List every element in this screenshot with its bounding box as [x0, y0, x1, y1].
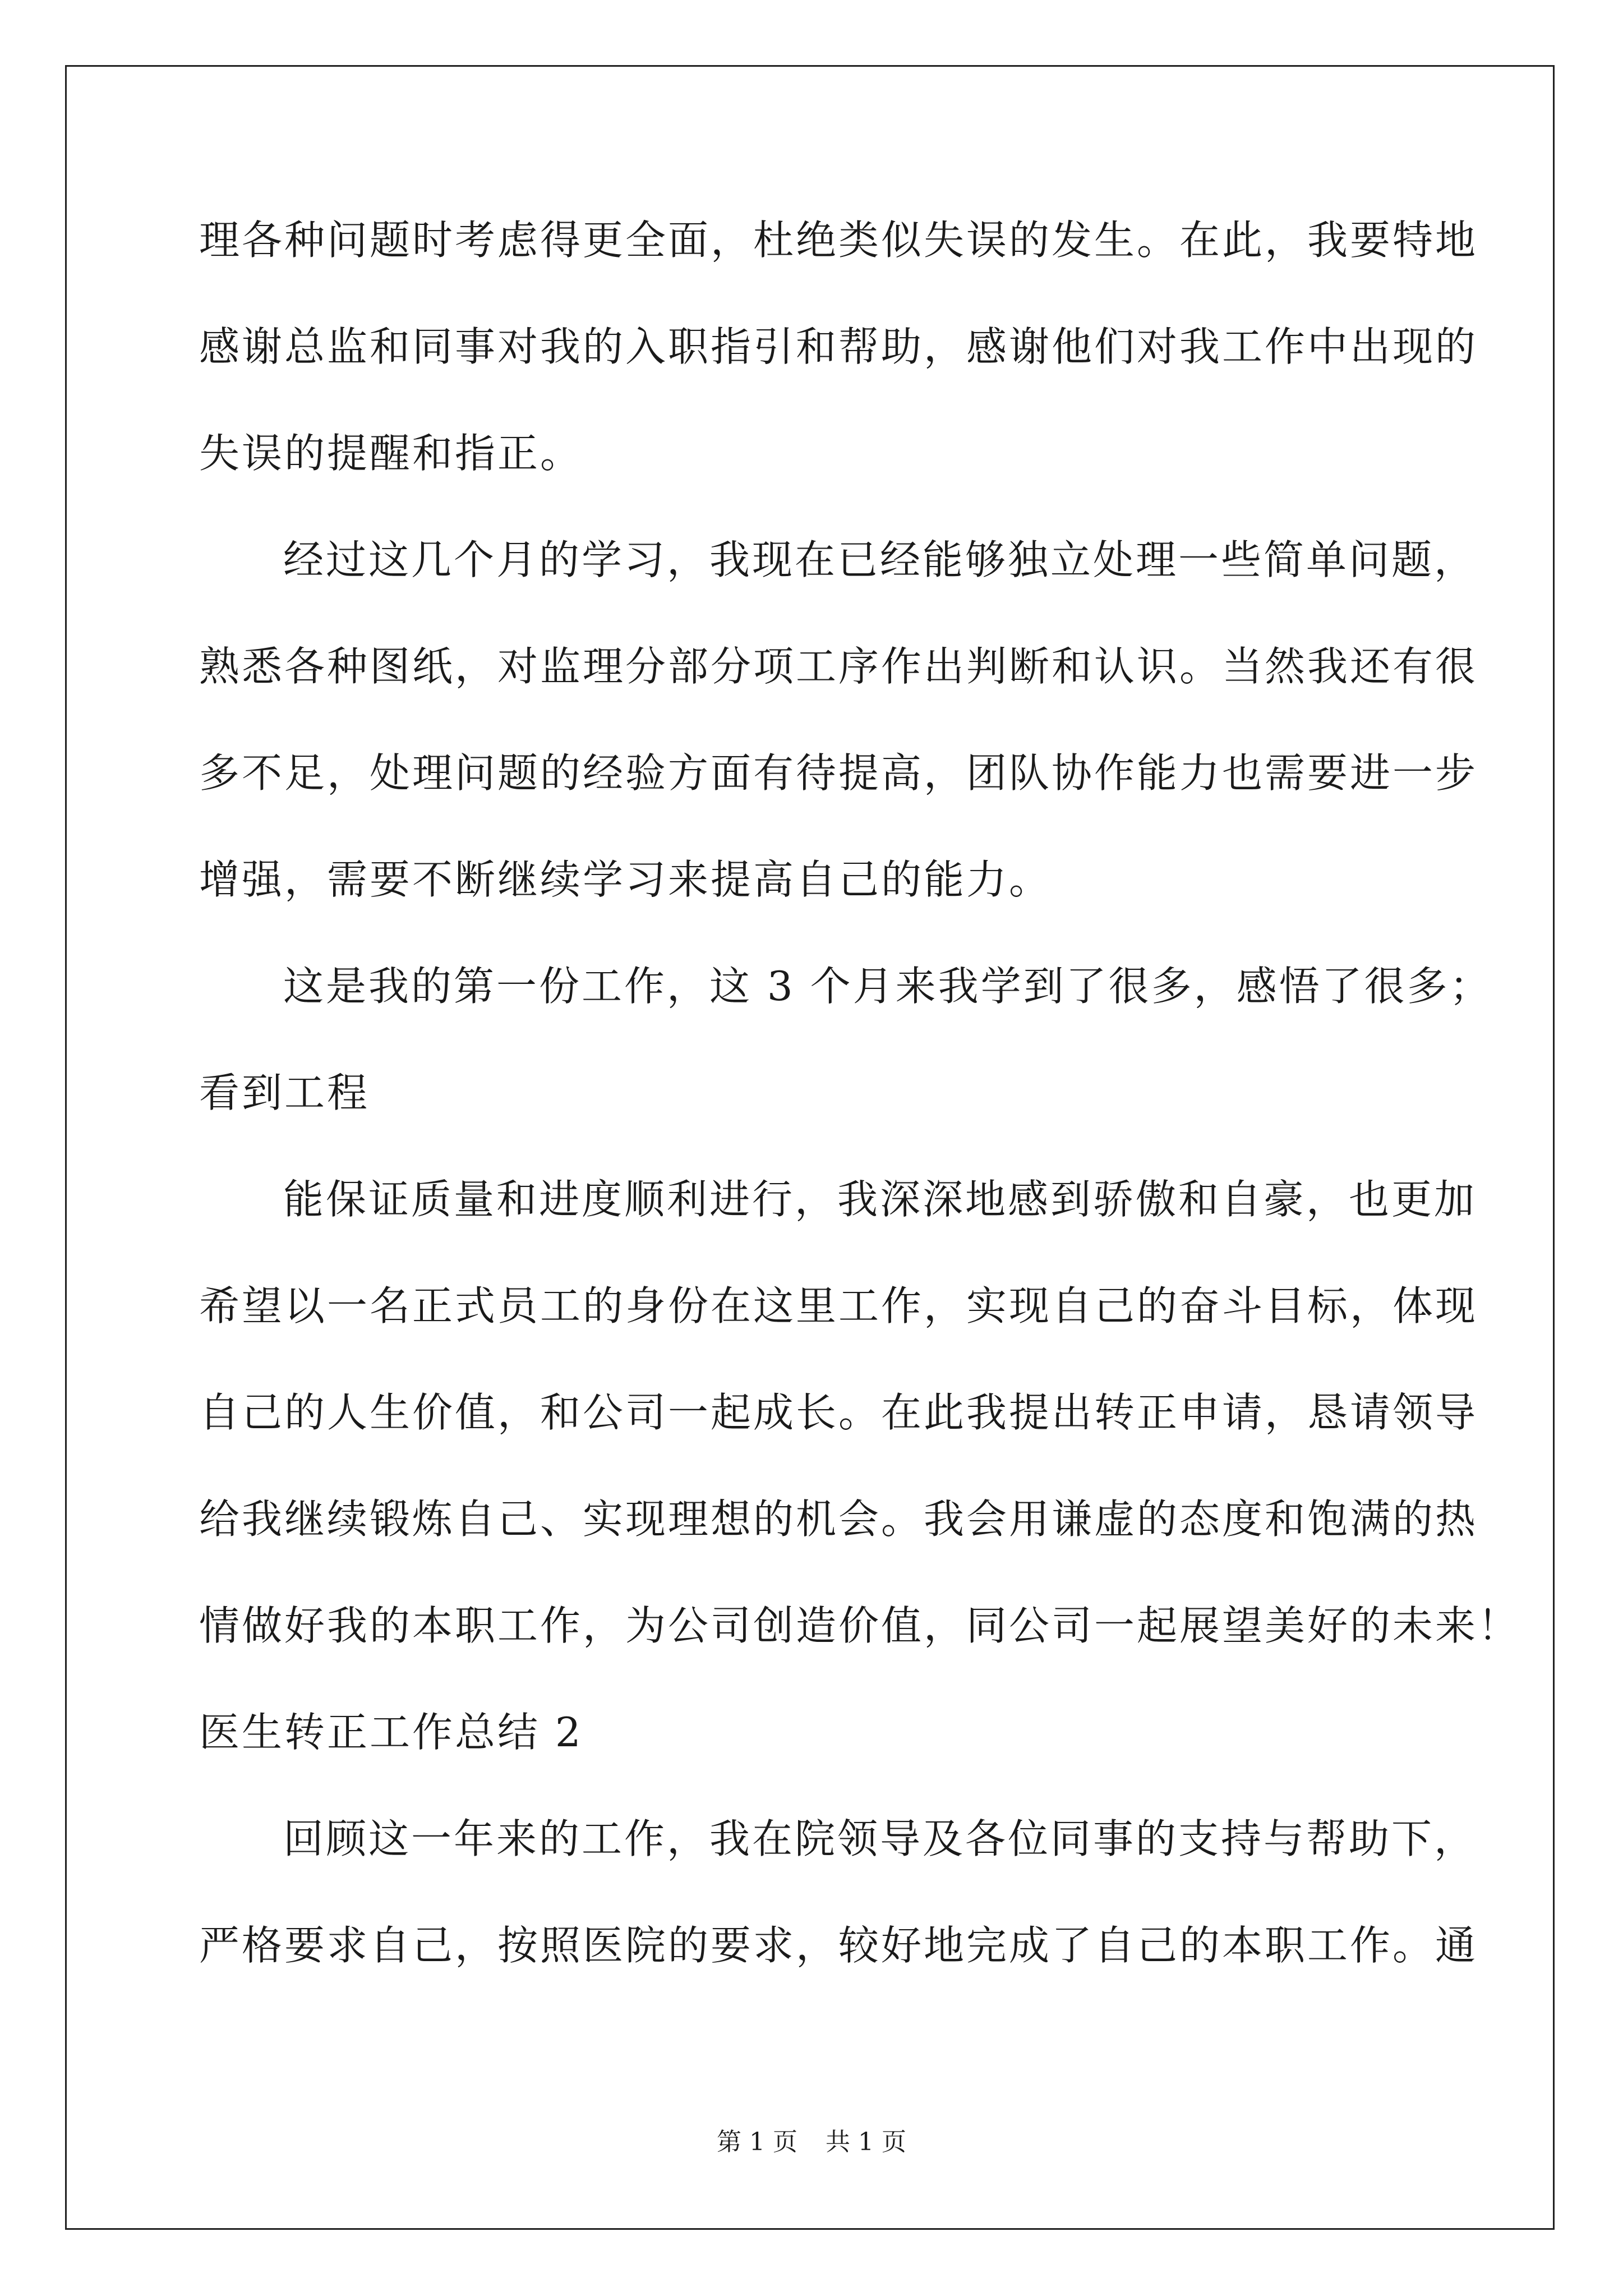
- text-line-8: 这是我的第一份工作，这 3 个月来我学到了很多，感悟了很多；: [283, 963, 1492, 1010]
- page-total: 共 1 页: [826, 2128, 906, 2156]
- text-line-1: 理各种问题时考虑得更全面，杜绝类似失误的发生。在此，我要特地: [199, 217, 1478, 264]
- text-line-10: 能保证质量和进度顺利进行，我深深地感到骄傲和自豪，也更加: [283, 1176, 1477, 1223]
- text-line-11: 希望以一名正式员工的身份在这里工作，实现自己的奋斗目标，体现: [199, 1282, 1478, 1329]
- text-line-2: 感谢总监和同事对我的入职指引和帮助，感谢他们对我工作中出现的: [199, 323, 1478, 370]
- text-line-9: 看到工程: [199, 1069, 370, 1116]
- document-body: [199, 217, 1521, 2032]
- text-line-17: 严格要求自己，按照医院的要求，较好地完成了自己的本职工作。通: [199, 1922, 1478, 1969]
- page-footer: [0, 2122, 1623, 2157]
- text-line-3: 失误的提醒和指正。: [199, 430, 583, 477]
- section-heading: 医生转正工作总结 2: [199, 1709, 583, 1756]
- text-line-13: 给我继续锻炼自己、实现理想的机会。我会用谦虚的态度和饱满的热: [199, 1496, 1478, 1543]
- text-line-5: 熟悉各种图纸，对监理分部分项工序作出判断和认识。当然我还有很: [199, 643, 1478, 690]
- page-number: 第 1 页: [717, 2128, 797, 2156]
- text-line-16: 回顾这一年来的工作，我在院领导及各位同事的支持与帮助下，: [283, 1815, 1477, 1862]
- text-line-6: 多不足，处理问题的经验方面有待提高，团队协作能力也需要进一步: [199, 749, 1478, 797]
- text-line-12: 自己的人生价值，和公司一起成长。在此我提出转正申请，恳请领导: [199, 1389, 1478, 1436]
- text-line-7: 增强，需要不断继续学习来提高自己的能力。: [199, 856, 1052, 903]
- text-line-4: 经过这几个月的学习，我现在已经能够独立处理一些简单问题，: [283, 536, 1477, 583]
- text-line-14: 情做好我的本职工作，为公司创造价值，同公司一起展望美好的未来！: [199, 1602, 1521, 1649]
